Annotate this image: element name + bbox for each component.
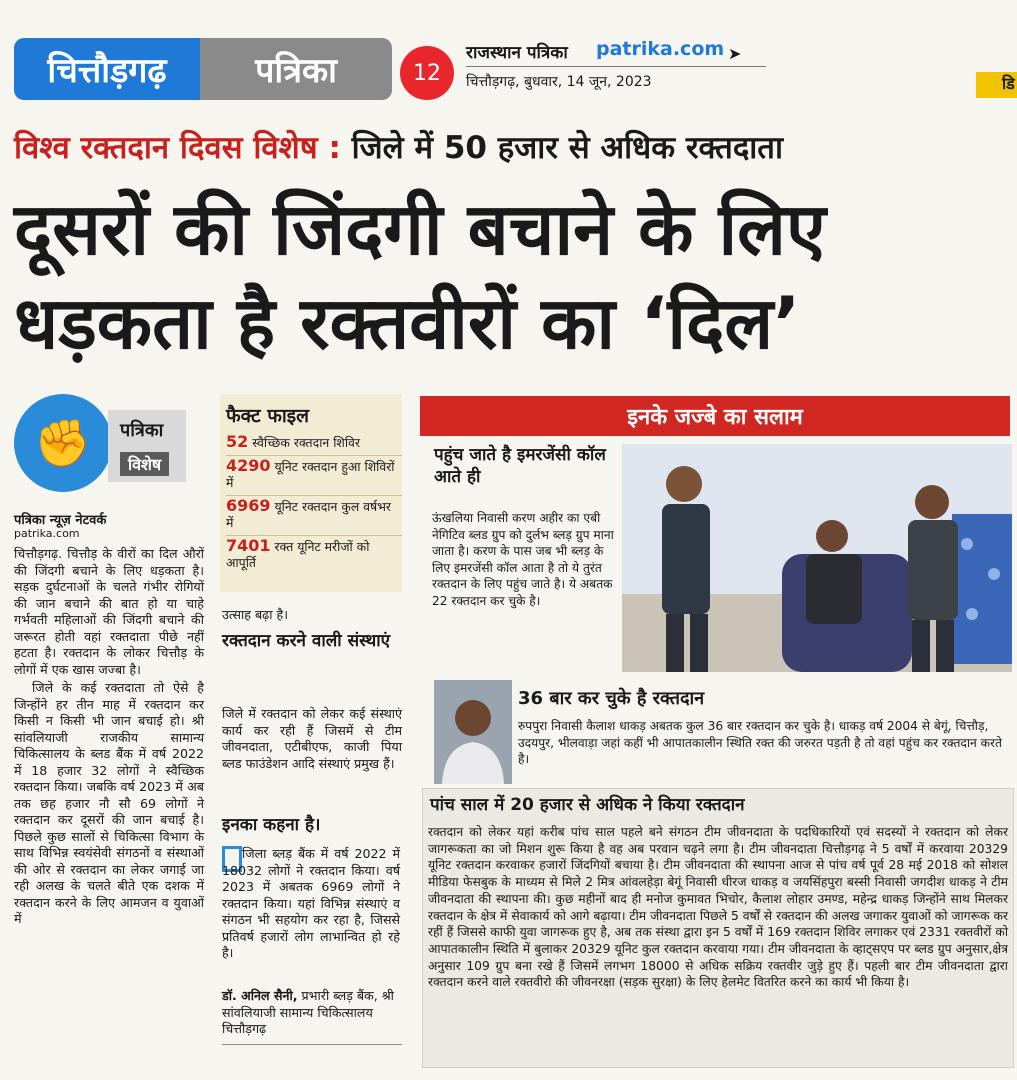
special-badge-line1: पत्रिका: [120, 420, 164, 441]
fact-item: [226, 496, 402, 536]
brand-section-tag: पत्रिका: [200, 38, 392, 100]
kailash-dhakad-photo: [434, 680, 512, 784]
fact-number: 52: [226, 432, 249, 451]
column-2-divider: [222, 1044, 402, 1045]
salute-banner: [420, 396, 1010, 436]
byline-name: पत्रिका न्यूज़ नेटवर्क: [14, 513, 107, 528]
organizations-heading: रक्तदान करने वाली संस्थाएं: [222, 631, 391, 651]
newspaper-website[interactable]: patrika.com: [596, 38, 725, 60]
five-year-heading: पांच साल में 20 हजार से अधिक ने किया रक्तदान: [430, 795, 745, 815]
paragraph: जिले के कई रक्तदाता तो ऐसे है जिन्होंने हर तीन माह में रक्तदान कर किसी न किसी भी जान बचाई हो। श्री सांवलियाजी राजकीय सामान्य चिकित्सालय के ब्लड बैंक में वर्ष 2022 में 18 हजार 32 लोगों ने स्वैच्छिक रक्तदान किया। जबकि वर्ष 2023 में अब तक छह हजार नौ सौ 69 लोगों ने रक्तदान कर दूसरों की जान बचाई है। पिछले कुछ सालों से चिकित्सा विभाग के साथ विभिन्न स्वयंसेवी संगठनों व संस्थाओं की ओर से रक्तदान का लेकर जगाई जा रही अलख के चलते बीते एक दशक में रक्तदान करने के लिए आमजन व युवाओं में: [14, 680, 204, 926]
quote-attribution-name: डॉ. अनिल सैनी,: [222, 988, 298, 1003]
kailash-story-text: रुपपुरा निवासी कैलाश धाकड़ अबतक कुल 36 बार रक्तदान कर चुके है। धाकड़ वर्ष 2004 से बेगूं, चित्तौड़, उदयपुर, भीलवाड़ा जहां कहीं भी आपातकालीन स्थिति रक्त की जरुरत पड़ती है तो वहां पहुंच कर रक्तदान करते है।: [518, 719, 1002, 766]
masthead-divider: [466, 66, 766, 67]
blood-donation-fist-icon: ✊: [14, 394, 112, 492]
fact-item: [226, 536, 402, 575]
donors-photo-illustration: [622, 444, 1012, 672]
byline-site: patrika.com: [14, 527, 80, 540]
special-badge-line2: विशेष: [120, 452, 169, 476]
headline-line-2: धड़कता है रक्तवीरों का ‘दिल’: [14, 281, 801, 365]
quote-text: जिला ब्लड़ बैंक में वर्ष 2022 में 18032 लोगों ने रक्तदान किया। वर्ष 2023 में अबतक 6969 लोगों ने रक्तदान किया। यहां विभिन्न संस्थाएं व संगठन भी सहयोग कर रहा है, जिससे प्रतिवर्ष हजारों लोग लाभान्वित हो रहे है।: [222, 846, 400, 960]
fact-item: [226, 432, 402, 456]
fact-file-list: [226, 432, 402, 575]
column-2-continuation: उत्साह बढ़ा है।: [222, 607, 288, 622]
quote-heading: इनका कहना है।: [222, 815, 321, 835]
fact-number: 4290: [226, 456, 271, 475]
kailash-story-heading: 36 बार कर चुके है रक्तदान: [518, 688, 705, 709]
organizations-text: जिले में रक्तदान को लेकर कई संस्थाएं कार्य कर रही हैं जिसमें से टीम जीवनदाता, एटीबीएफ, काजी पिया ब्लड फाउंडेशन आदि संस्थाएं प्रमुख हैं।: [222, 706, 402, 771]
main-headline: [14, 182, 1004, 370]
city-section-tag: चित्तौड़गढ़: [14, 38, 200, 100]
portrait-illustration: [434, 680, 512, 784]
dateline: चित्तौड़गढ़, बुधवार, 14 जून, 2023: [466, 74, 652, 90]
cursor-arrow-icon: ➤: [728, 44, 742, 63]
paragraph: चित्तौड़गढ़. चित्तौड़ के वीरों का दिल औरों की जिंदगी बचाने के लिए धड़कता है। सड़क दुर्घटनाओं के चलते गंभीर रोगियों की जान बचाने की बात हो या चाहे गर्भवती महिलाओं की जिंदगी बचाने की जरूरत होती वहां रक्तदाता पीछे नहीं हटता है। रक्तदान के लोकर चित्तौड़ के लोगों में एक खास जज्बा है।: [14, 546, 204, 677]
fact-number: 7401: [226, 536, 271, 555]
article-column-1: [14, 546, 204, 930]
fact-text: यूनिट रक्तदान कुल वर्षभर में: [226, 499, 392, 530]
next-page-tab: डि: [976, 72, 1017, 98]
quote-attribution-role: प्रभारी ब्लड़ बैंक, श्री सांवलियाजी सामान्य चिकित्सालय चित्तौड़गढ़: [222, 988, 394, 1036]
fact-text: यूनिट रक्तदान हुआ शिविरों में: [226, 459, 395, 490]
fact-file-title: फैक्ट फाइल: [226, 405, 309, 427]
headline-line-1: दूसरों की जिंदगी बचाने के लिए: [14, 187, 826, 271]
karan-story-heading: पहुंच जाते है इमरजेंसी कॉल आते ही: [434, 445, 606, 487]
karan-story-text: ऊंखलिया निवासी करण अहीर का एबी नेगिटिव ब्लड ग्रुप को दुर्लभ ब्लड़ ग्रुप माना जाता है। करण के पास जब भी ब्लड़ के लिए इमरजेंसी कॉल आता है तो ये तुरंत रक्तदान के लिए पहुंच जाते है। ये अबतक 22 रक्तदान कर चुके है।: [432, 511, 614, 608]
fact-item: [226, 456, 402, 496]
kicker-headline: [14, 126, 783, 168]
newspaper-name: राजस्थान पत्रिका: [466, 43, 568, 63]
donors-photo: [622, 444, 1012, 672]
kicker-label: विश्व रक्तदान दिवस विशेष :: [14, 130, 341, 166]
fact-number: 6969: [226, 496, 271, 515]
five-year-text: रक्तदान को लेकर यहां करीब पांच साल पहले बने संगठन टीम जीवनदाता के पदधिकारियों एवं सदस्यों ने रक्तदान को लेकर जागरूकता का जो मिशन शुरू किया है वह अब परवान चढ़ने लगा है। टीम जीवनदाता चित्तौड़गढ़ ने 5 वर्षों में करवाया 20329 यूनिट रक्तदान करवाकर हजारों जिंदगियों बचाया है। टीम जीवनदाता की स्थापना आज से पांच वर्ष पूर्व 28 मई 2018 को सोशल मीडिया फेसबुक के माध्यम से मिले 2 मित्र आंवलहेड़ा बेगूं निवासी धीरज धाकड़ व जयसिंहपुरा बस्सी निवासी जगदीश धाकड़ ने टीम जीवनदाता की स्थापना की। कुछ महीनों बाद ही मनोज कुमावत भिचोर, कैलाश लोहार उमण्ड, महेन्द्र धाकड़ जिन्होंने साथ मिलकर रक्तदान के क्षेत्र में सेवाकार्य को आगे बढ़ाया। टीम जीवनदाता पिछले 5 वर्षों से रक्तदान की अलख जगाकर युवाओं को जागरूक कर रहीं हैं जिससे काफी युवा जागरूक हुए है, अब तक संस्था द्वारा इन 5 वर्षों में 169 रक्तदान शिविर लगाकर एवं 2331 रक्तवीरों को आपातकालीन स्थिति में बुलाकर 20329 यूनिट कुल रक्तदान करवाया गया। टीम जीवनदाता के व्हाट्सएप पर ब्लड ग्रुप अनुसार,क्षेत्र अनुसार 109 ग्रुप बना रखे हैं जिसमें लगभग 18000 से अधिक सक्रिय रक्तवीर जुड़े हुए हैं। पहली बार टीम जीवनदाता द्वारा रक्तदान करने वाले रक्तवीरो की जीवनरक्षा (सड़क सुरक्षा) के लिए हेलमेट वितरित करने का कार्य भी किया है।: [428, 825, 1008, 990]
salute-title: इनके जज्बे का सलाम: [603, 401, 827, 431]
fact-text: रक्त यूनिट मरीजों को आपूर्ति: [226, 539, 370, 570]
fact-text: स्वैच्छिक रक्तदान शिविर: [252, 435, 361, 450]
quote-attribution: [222, 988, 400, 1038]
kicker-text: जिले में 50 हजार से अधिक रक्तदाता: [351, 130, 784, 166]
page-number-badge: 12: [400, 46, 454, 100]
